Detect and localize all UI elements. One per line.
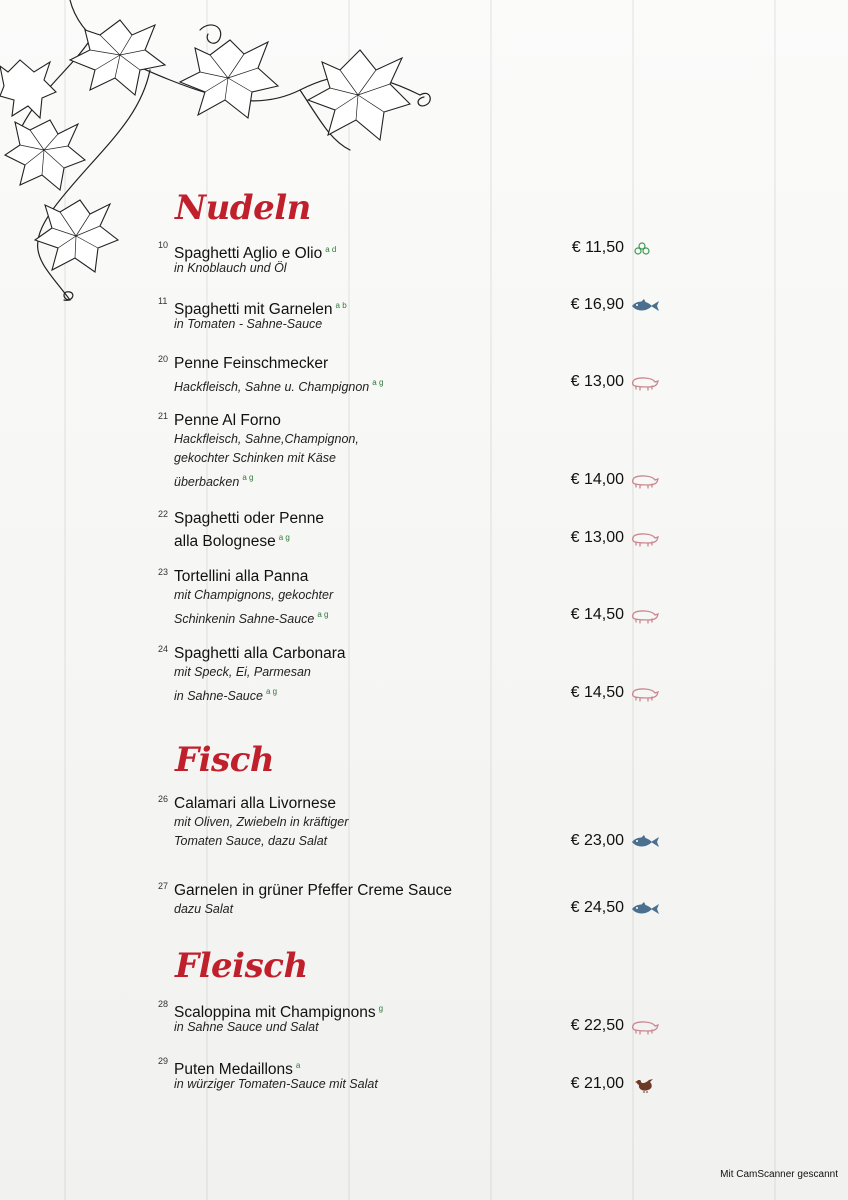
- item-number: 21: [158, 411, 169, 421]
- item-description: [174, 605, 329, 629]
- item-name-text-line2: alla Bolognese: [174, 533, 276, 550]
- item-name-text: Penne Feinschmecker: [174, 355, 329, 372]
- item-description-text: in würziger Tomaten-Sauce mit Salat: [174, 1077, 378, 1091]
- item-price: € 14,00: [570, 471, 624, 488]
- item-description-text: dazu Salat: [174, 902, 234, 916]
- item-name: [174, 411, 281, 430]
- item-price: € 11,50: [571, 239, 624, 256]
- allergen-codes: g: [378, 1004, 384, 1013]
- item-description-text: gekochter Schinken mit Käse: [174, 451, 336, 465]
- item-name: [174, 567, 308, 586]
- item-number: 29: [158, 1056, 169, 1066]
- allergen-codes: a g: [372, 378, 384, 387]
- item-description: [174, 586, 333, 605]
- item-description-text: Tomaten Sauce, dazu Salat: [174, 834, 328, 848]
- item-description-text: in Tomaten - Sahne-Sauce: [174, 317, 323, 331]
- section-title-fisch: Fisch: [175, 740, 275, 780]
- item-name: [174, 881, 452, 900]
- fish-icon: [630, 901, 660, 917]
- pig-icon: [630, 1019, 660, 1035]
- allergen-codes: a g: [278, 533, 290, 542]
- item-description: [174, 430, 359, 449]
- pig-icon: [630, 686, 660, 702]
- allergen-codes: a b: [335, 301, 347, 310]
- item-description-text: Hackfleisch, Sahne u. Champignon: [174, 380, 370, 394]
- allergen-codes: a g: [317, 610, 329, 619]
- item-number: 28: [158, 999, 169, 1009]
- item-name: [174, 794, 336, 813]
- fish-icon: [630, 834, 660, 850]
- item-name-text: Calamari alla Livornese: [174, 795, 336, 812]
- item-price: € 14,50: [570, 606, 624, 623]
- item-price: € 14,50: [570, 684, 624, 701]
- fish-icon: [630, 298, 660, 314]
- item-name-text: Penne Al Forno: [174, 412, 281, 429]
- item-name-text: Puten Medaillons: [174, 1061, 293, 1078]
- item-name-text: Spaghetti Aglio e Olio: [174, 245, 323, 262]
- item-description-text: in Knoblauch und Öl: [174, 261, 287, 275]
- item-number: 23: [158, 567, 169, 577]
- item-description: [174, 900, 233, 919]
- item-description-text: in Sahne-Sauce: [174, 689, 263, 703]
- item-name-text: Scaloppina mit Champignons: [174, 1004, 376, 1021]
- chicken-icon: [630, 1077, 660, 1093]
- item-description: [174, 468, 253, 492]
- allergen-codes: a g: [242, 473, 254, 482]
- item-number: 26: [158, 794, 169, 804]
- item-description: [174, 259, 287, 278]
- item-name: [174, 509, 324, 551]
- item-description-text: mit Champignons, gekochter: [174, 588, 334, 602]
- item-name: [174, 354, 328, 373]
- item-description: [174, 813, 348, 832]
- item-description: [174, 449, 336, 468]
- item-description-text: mit Oliven, Zwiebeln in kräftiger: [174, 815, 349, 829]
- scanner-footer: Mit CamScanner gescannt: [720, 1169, 838, 1180]
- item-price: € 23,00: [570, 832, 624, 849]
- item-number: 10: [158, 240, 169, 250]
- vegetarian-clover-icon: [630, 241, 660, 257]
- allergen-codes: a g: [265, 687, 278, 696]
- item-price: € 16,90: [570, 296, 624, 313]
- item-price: € 13,00: [570, 529, 624, 546]
- item-name: [174, 644, 345, 663]
- pig-icon: [630, 608, 660, 624]
- item-description: [174, 682, 277, 706]
- item-number: 11: [158, 296, 168, 306]
- item-price: € 13,00: [570, 373, 624, 390]
- pig-icon: [630, 375, 660, 391]
- item-description: [174, 832, 327, 851]
- item-price: € 21,00: [570, 1075, 624, 1092]
- item-number: 27: [158, 881, 169, 891]
- item-description-text: in Sahne Sauce und Salat: [174, 1020, 319, 1034]
- item-name-text: Garnelen in grüner Pfeffer Creme Sauce: [174, 882, 453, 899]
- allergen-codes: a d: [325, 245, 337, 254]
- item-number: 24: [158, 644, 169, 654]
- item-number: 22: [158, 509, 169, 519]
- item-name-text: Spaghetti mit Garnelen: [174, 301, 333, 318]
- item-description-text: mit Speck, Ei, Parmesan: [174, 665, 311, 679]
- item-description-text: Schinkenin Sahne-Sauce: [174, 612, 315, 626]
- item-description-text: Hackfleisch, Sahne,Champignon,: [174, 432, 359, 446]
- item-description: [174, 315, 322, 334]
- item-number: 20: [158, 354, 169, 364]
- pig-icon: [630, 531, 660, 547]
- item-price: € 22,50: [570, 1017, 624, 1034]
- item-description: [174, 1075, 378, 1094]
- section-title-fleisch: Fleisch: [175, 946, 308, 986]
- item-name-text: Tortellini alla Panna: [174, 568, 309, 585]
- allergen-codes: a: [295, 1061, 301, 1070]
- item-description-text: überbacken: [174, 475, 240, 489]
- section-title-nudeln: Nudeln: [175, 188, 311, 228]
- item-description: [174, 663, 311, 682]
- item-description: [174, 1018, 319, 1037]
- pig-icon: [630, 473, 660, 489]
- item-name-text: Spaghetti alla Carbonara: [174, 645, 346, 662]
- item-name-text: Spaghetti oder Penne: [174, 510, 324, 527]
- item-price: € 24,50: [570, 899, 624, 916]
- item-description: [174, 373, 383, 397]
